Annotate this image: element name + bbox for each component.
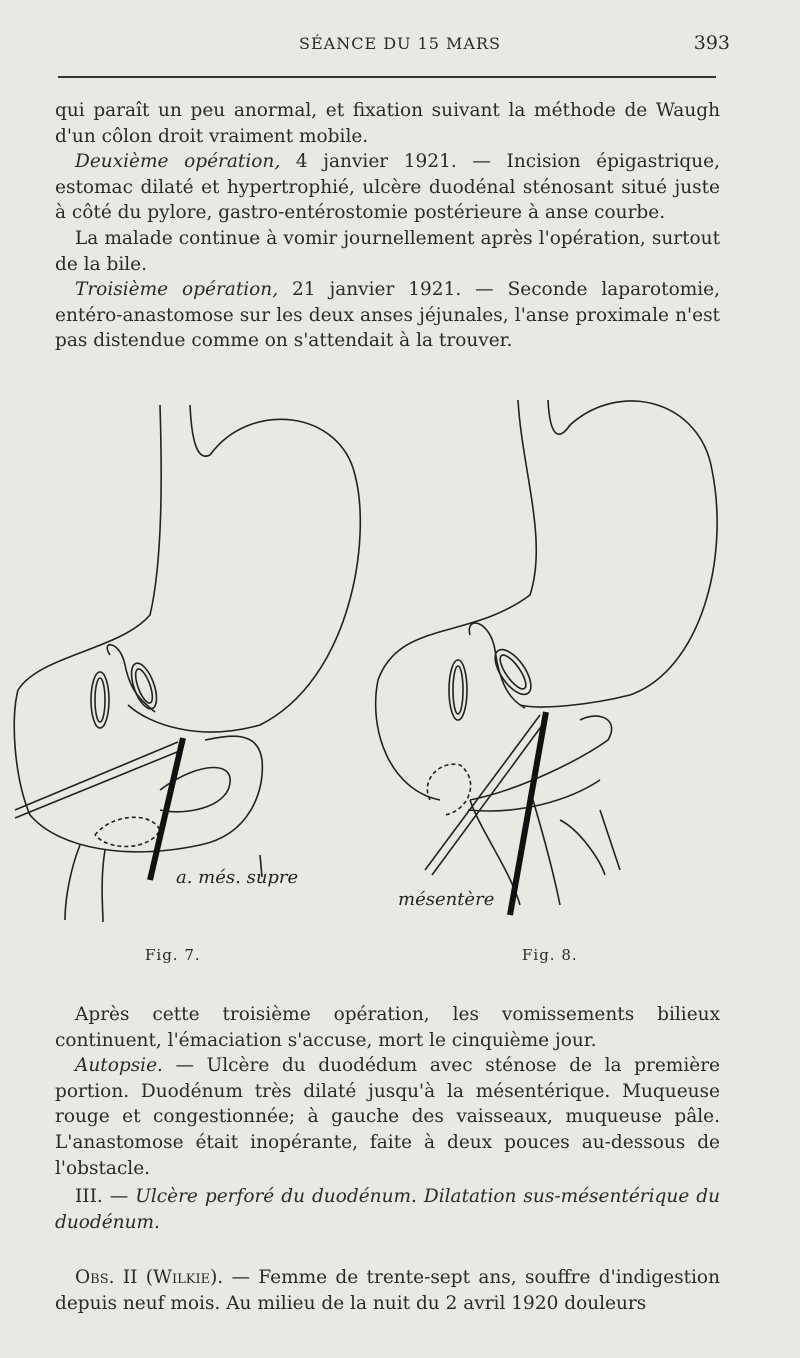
figure-8-drawing — [376, 400, 717, 905]
paragraph-text: — Femme de trente-sept ans, souffre d'indigestion depuis neuf mois. Au milieu de la nuit du 2 avril 1920 douleurs — [55, 1267, 720, 1314]
paragraph-text: 21 janvier 1921. — Seconde laparotomie, entéro-anastomose sur les deux anses jéjunales, l'anse proximale n'est pas distendue comme on s'attendait à la trouver. — [55, 279, 720, 352]
text-block-top — [55, 98, 720, 354]
text-block-middle — [55, 1002, 720, 1181]
paragraph-label: Troisième opération, — [75, 279, 279, 301]
text-block-bottom — [55, 1265, 720, 1316]
heading-paragraph — [55, 1184, 720, 1235]
paragraph — [55, 149, 720, 226]
section-numeral: III. — — [75, 1186, 136, 1207]
artery-band-7 — [150, 738, 183, 880]
paragraph-text: 4 janvier 1921. — Incision épigastrique, estomac dilaté et hypertrophié, ulcère duodénal sténosant situé juste à côté du pylore, gastro-entérostomie postérieure à anse courbe. — [55, 151, 720, 224]
figure-7-label: a. més. supre — [176, 867, 299, 888]
paragraph: qui paraît un peu anormal, et fixation suivant la méthode de Waugh d'un côlon droit vraiment mobile. — [55, 100, 720, 147]
paragraph — [55, 1265, 720, 1316]
running-header — [0, 34, 800, 58]
section-title: Ulcère perforé du duodénum. Dilatation sus-mésentérique du duodénum. — [55, 1186, 720, 1233]
paragraph-text: — Ulcère du duodédum avec sténose de la première portion. Duodénum très dilaté jusqu'à la mésentérique. Muqueuse rouge et congestionnée; à gauche des vaisseaux, muqueuse pâle. L'anastomose était inopérante, faite à deux pouces au-dessous de l'obstacle. — [55, 1055, 720, 1179]
page-number: 393 — [693, 32, 730, 54]
header-title: SÉANCE DU 15 MARS — [299, 34, 501, 53]
paragraph — [55, 1053, 720, 1181]
figures — [0, 385, 800, 945]
figure-8-label: mésentère — [398, 889, 495, 910]
header-rule — [58, 76, 716, 78]
figure-8-caption: Fig. 8. — [522, 946, 578, 964]
figure-7-caption: Fig. 7. — [145, 946, 201, 964]
figure-7-drawing — [14, 405, 360, 922]
paragraph-label: Deuxième opération, — [75, 151, 281, 173]
paragraph-label: Autopsie. — [75, 1055, 163, 1077]
paragraph: Après cette troisième opération, les vomissements bilieux continuent, l'émaciation s'accuse, mort le cinquième jour. — [55, 1004, 720, 1051]
artery-band-8 — [510, 712, 546, 915]
paragraph: La malade continue à vomir journellement après l'opération, surtout de la bile. — [55, 227, 720, 275]
paragraph — [55, 277, 720, 354]
observation-label: Obs. II (Wilkie). — [75, 1267, 224, 1288]
section-heading — [55, 1184, 720, 1235]
